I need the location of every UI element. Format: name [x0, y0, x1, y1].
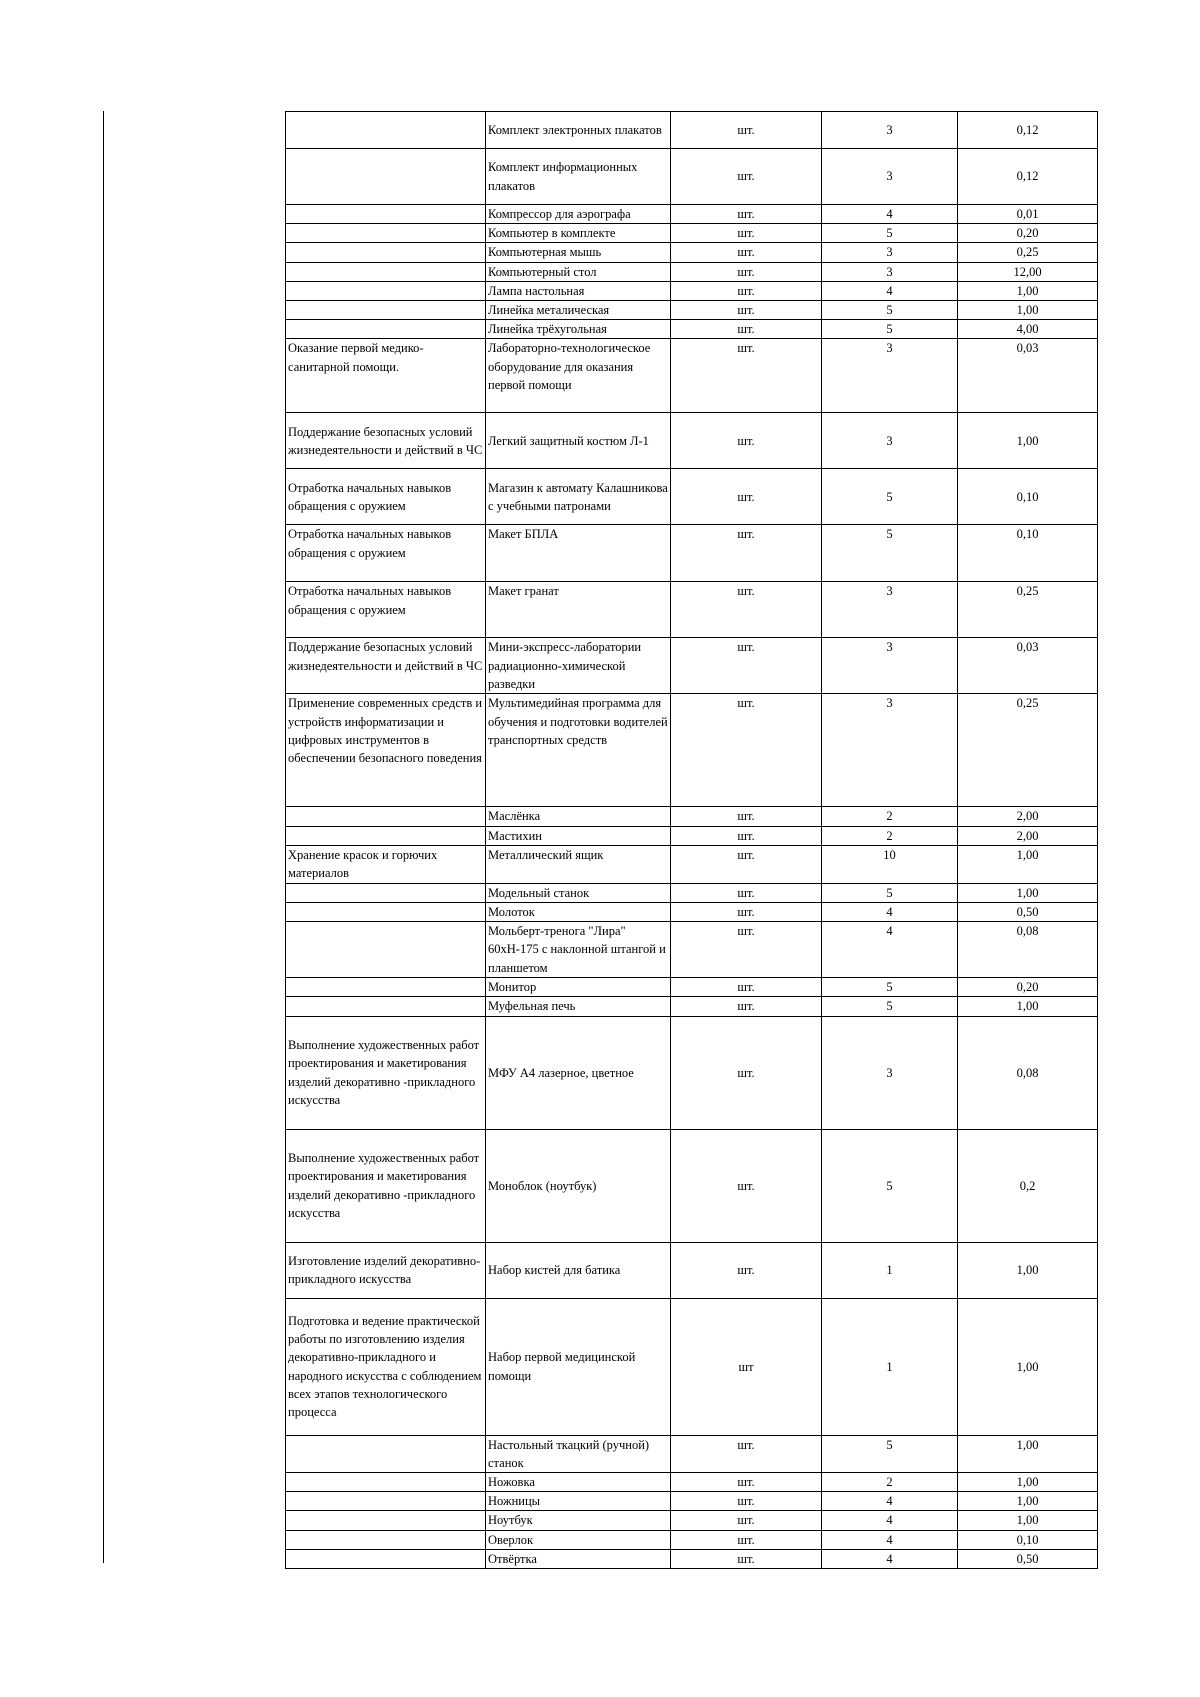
unit-cell: шт.	[671, 525, 822, 582]
unit-cell: шт.	[671, 1511, 822, 1530]
norm-cell: 1,00	[958, 1435, 1098, 1472]
table-row	[286, 883, 1098, 902]
equipment-name-cell: Ноутбук	[486, 1511, 671, 1530]
left-margin-line	[103, 111, 104, 1563]
norm-cell: 0,08	[958, 922, 1098, 978]
table-row	[286, 903, 1098, 922]
table-row	[286, 1492, 1098, 1511]
quantity-cell: 3	[822, 1016, 958, 1129]
norm-cell: 1,00	[958, 1511, 1098, 1530]
norm-cell: 0,25	[958, 243, 1098, 262]
table-row	[286, 205, 1098, 224]
activity-cell	[286, 826, 486, 845]
activity-cell	[286, 1492, 486, 1511]
quantity-cell: 10	[822, 845, 958, 883]
unit-cell: шт.	[671, 826, 822, 845]
unit-cell: шт.	[671, 469, 822, 525]
unit-cell: шт.	[671, 1530, 822, 1549]
norm-cell: 1,00	[958, 883, 1098, 902]
unit-cell: шт.	[671, 149, 822, 205]
quantity-cell: 5	[822, 301, 958, 320]
norm-cell: 0,12	[958, 149, 1098, 205]
quantity-cell: 5	[822, 978, 958, 997]
activity-cell	[286, 922, 486, 978]
equipment-table-body	[286, 112, 1098, 1569]
equipment-name-cell: Компьютерный стол	[486, 262, 671, 281]
equipment-name-cell: Мольберт-тренога "Лира" 60хН-175 с наклонной штангой и планшетом	[486, 922, 671, 978]
unit-cell: шт.	[671, 1492, 822, 1511]
activity-cell	[286, 1530, 486, 1549]
activity-cell	[286, 262, 486, 281]
activity-cell	[286, 205, 486, 224]
equipment-name-cell: Мастихин	[486, 826, 671, 845]
equipment-name-cell: Макет БПЛА	[486, 525, 671, 582]
quantity-cell: 3	[822, 694, 958, 807]
table-row	[286, 149, 1098, 205]
norm-cell: 0,01	[958, 205, 1098, 224]
table-row	[286, 638, 1098, 694]
unit-cell: шт.	[671, 845, 822, 883]
quantity-cell: 3	[822, 638, 958, 694]
unit-cell: шт.	[671, 638, 822, 694]
norm-cell: 1,00	[958, 997, 1098, 1016]
norm-cell: 1,00	[958, 281, 1098, 300]
table-row	[286, 413, 1098, 469]
table-row	[286, 1435, 1098, 1472]
quantity-cell: 2	[822, 1473, 958, 1492]
unit-cell: шт.	[671, 922, 822, 978]
norm-cell: 1,00	[958, 1473, 1098, 1492]
table-row	[286, 997, 1098, 1016]
unit-cell: шт.	[671, 262, 822, 281]
activity-cell: Оказание первой медико-санитарной помощи.	[286, 339, 486, 413]
table-row	[286, 224, 1098, 243]
equipment-name-cell: МФУ А4 лазерное, цветное	[486, 1016, 671, 1129]
equipment-name-cell: Комплект электронных плакатов	[486, 112, 671, 149]
activity-cell	[286, 807, 486, 826]
equipment-name-cell: Металлический ящик	[486, 845, 671, 883]
activity-cell: Отработка начальных навыков обращения с оружием	[286, 525, 486, 582]
table-row	[286, 1549, 1098, 1568]
table-row	[286, 1242, 1098, 1298]
table-row	[286, 469, 1098, 525]
table-row	[286, 1016, 1098, 1129]
norm-cell: 1,00	[958, 1242, 1098, 1298]
unit-cell: шт.	[671, 1473, 822, 1492]
unit-cell: шт.	[671, 112, 822, 149]
norm-cell: 0,50	[958, 903, 1098, 922]
unit-cell: шт.	[671, 281, 822, 300]
norm-cell: 2,00	[958, 826, 1098, 845]
norm-cell: 0,10	[958, 525, 1098, 582]
norm-cell: 0,20	[958, 978, 1098, 997]
activity-cell	[286, 978, 486, 997]
equipment-table	[285, 111, 1098, 1569]
norm-cell: 0,25	[958, 582, 1098, 638]
activity-cell	[286, 1549, 486, 1568]
quantity-cell: 4	[822, 1492, 958, 1511]
table-row	[286, 243, 1098, 262]
activity-cell	[286, 1511, 486, 1530]
norm-cell: 0,20	[958, 224, 1098, 243]
activity-cell	[286, 883, 486, 902]
table-row	[286, 826, 1098, 845]
quantity-cell: 5	[822, 224, 958, 243]
table-row	[286, 525, 1098, 582]
activity-cell	[286, 320, 486, 339]
quantity-cell: 5	[822, 525, 958, 582]
table-row	[286, 582, 1098, 638]
unit-cell: шт.	[671, 1242, 822, 1298]
norm-cell: 0,03	[958, 339, 1098, 413]
equipment-name-cell: Молоток	[486, 903, 671, 922]
quantity-cell: 4	[822, 1549, 958, 1568]
activity-cell	[286, 1435, 486, 1472]
activity-cell: Изготовление изделий декоративно-прикладного искусства	[286, 1242, 486, 1298]
norm-cell: 0,12	[958, 112, 1098, 149]
quantity-cell: 4	[822, 922, 958, 978]
table-row	[286, 694, 1098, 807]
equipment-name-cell: Компьютерная мышь	[486, 243, 671, 262]
quantity-cell: 3	[822, 582, 958, 638]
equipment-name-cell: Набор кистей для батика	[486, 1242, 671, 1298]
equipment-name-cell: Ножницы	[486, 1492, 671, 1511]
table-row	[286, 339, 1098, 413]
equipment-name-cell: Макет гранат	[486, 582, 671, 638]
unit-cell: шт.	[671, 903, 822, 922]
quantity-cell: 1	[822, 1242, 958, 1298]
quantity-cell: 3	[822, 413, 958, 469]
norm-cell: 0,50	[958, 1549, 1098, 1568]
activity-cell	[286, 149, 486, 205]
equipment-name-cell: Муфельная печь	[486, 997, 671, 1016]
norm-cell: 4,00	[958, 320, 1098, 339]
norm-cell: 1,00	[958, 301, 1098, 320]
table-row	[286, 1473, 1098, 1492]
unit-cell: шт.	[671, 224, 822, 243]
unit-cell: шт.	[671, 1549, 822, 1568]
activity-cell	[286, 1473, 486, 1492]
quantity-cell: 3	[822, 243, 958, 262]
equipment-name-cell: Моноблок (ноутбук)	[486, 1129, 671, 1242]
unit-cell: шт.	[671, 1129, 822, 1242]
quantity-cell: 3	[822, 149, 958, 205]
norm-cell: 1,00	[958, 845, 1098, 883]
activity-cell: Подготовка и ведение практической работы по изготовлению изделия декоративно-прикладного и народного искусства с соблюдением всех этапов технологического процесса	[286, 1298, 486, 1435]
table-row	[286, 807, 1098, 826]
table-row	[286, 320, 1098, 339]
unit-cell: шт.	[671, 807, 822, 826]
quantity-cell: 3	[822, 339, 958, 413]
activity-cell	[286, 281, 486, 300]
quantity-cell: 5	[822, 1435, 958, 1472]
table-row	[286, 301, 1098, 320]
norm-cell: 2,00	[958, 807, 1098, 826]
activity-cell	[286, 301, 486, 320]
quantity-cell: 4	[822, 903, 958, 922]
quantity-cell: 5	[822, 997, 958, 1016]
unit-cell: шт.	[671, 320, 822, 339]
unit-cell: шт	[671, 1298, 822, 1435]
unit-cell: шт.	[671, 413, 822, 469]
unit-cell: шт.	[671, 997, 822, 1016]
norm-cell: 1,00	[958, 413, 1098, 469]
equipment-name-cell: Лампа настольная	[486, 281, 671, 300]
unit-cell: шт.	[671, 1016, 822, 1129]
activity-cell	[286, 112, 486, 149]
unit-cell: шт.	[671, 339, 822, 413]
table-row	[286, 1511, 1098, 1530]
unit-cell: шт.	[671, 978, 822, 997]
norm-cell: 12,00	[958, 262, 1098, 281]
equipment-name-cell: Лабораторно-технологическое оборудование для оказания первой помощи	[486, 339, 671, 413]
unit-cell: шт.	[671, 694, 822, 807]
table-row	[286, 978, 1098, 997]
norm-cell: 0,25	[958, 694, 1098, 807]
unit-cell: шт.	[671, 1435, 822, 1472]
unit-cell: шт.	[671, 205, 822, 224]
table-row	[286, 922, 1098, 978]
norm-cell: 0,03	[958, 638, 1098, 694]
unit-cell: шт.	[671, 883, 822, 902]
norm-cell: 1,00	[958, 1492, 1098, 1511]
activity-cell	[286, 224, 486, 243]
equipment-name-cell: Компьютер в комплекте	[486, 224, 671, 243]
quantity-cell: 4	[822, 1530, 958, 1549]
activity-cell	[286, 997, 486, 1016]
equipment-name-cell: Ножовка	[486, 1473, 671, 1492]
activity-cell: Поддержание безопасных условий жизнедеятельности и действий в ЧС	[286, 638, 486, 694]
quantity-cell: 1	[822, 1298, 958, 1435]
table-row	[286, 112, 1098, 149]
quantity-cell: 4	[822, 1511, 958, 1530]
table-row	[286, 1298, 1098, 1435]
equipment-name-cell: Линейка трёхугольная	[486, 320, 671, 339]
equipment-name-cell: Компрессор для аэрографа	[486, 205, 671, 224]
norm-cell: 0,10	[958, 1530, 1098, 1549]
activity-cell	[286, 903, 486, 922]
quantity-cell: 5	[822, 1129, 958, 1242]
equipment-name-cell: Оверлок	[486, 1530, 671, 1549]
equipment-name-cell: Магазин к автомату Калашникова с учебными патронами	[486, 469, 671, 525]
quantity-cell: 5	[822, 469, 958, 525]
quantity-cell: 3	[822, 112, 958, 149]
equipment-name-cell: Модельный станок	[486, 883, 671, 902]
activity-cell: Поддержание безопасных условий жизнедеятельности и действий в ЧС	[286, 413, 486, 469]
equipment-name-cell: Отвёртка	[486, 1549, 671, 1568]
equipment-name-cell: Монитор	[486, 978, 671, 997]
equipment-name-cell: Мультимедийная программа для обучения и подготовки водителей транспортных средств	[486, 694, 671, 807]
unit-cell: шт.	[671, 243, 822, 262]
equipment-name-cell: Легкий защитный костюм Л-1	[486, 413, 671, 469]
table-row	[286, 845, 1098, 883]
activity-cell: Хранение красок и горючих материалов	[286, 845, 486, 883]
norm-cell: 0,08	[958, 1016, 1098, 1129]
activity-cell: Применение современных средств и устройств информатизации и цифровых инструментов в обеспечении безопасного поведения	[286, 694, 486, 807]
equipment-name-cell: Набор первой медицинской помощи	[486, 1298, 671, 1435]
unit-cell: шт.	[671, 582, 822, 638]
table-row	[286, 1530, 1098, 1549]
quantity-cell: 2	[822, 826, 958, 845]
norm-cell: 0,2	[958, 1129, 1098, 1242]
table-row	[286, 262, 1098, 281]
table-row	[286, 1129, 1098, 1242]
activity-cell: Отработка начальных навыков обращения с оружием	[286, 469, 486, 525]
quantity-cell: 4	[822, 205, 958, 224]
quantity-cell: 4	[822, 281, 958, 300]
activity-cell: Отработка начальных навыков обращения с оружием	[286, 582, 486, 638]
norm-cell: 0,10	[958, 469, 1098, 525]
quantity-cell: 3	[822, 262, 958, 281]
norm-cell: 1,00	[958, 1298, 1098, 1435]
table-row	[286, 281, 1098, 300]
unit-cell: шт.	[671, 301, 822, 320]
equipment-name-cell: Комплект информационных плакатов	[486, 149, 671, 205]
quantity-cell: 2	[822, 807, 958, 826]
quantity-cell: 5	[822, 883, 958, 902]
equipment-name-cell: Мини-экспресс-лаборатории радиационно-химической разведки	[486, 638, 671, 694]
equipment-name-cell: Настольный ткацкий (ручной) станок	[486, 1435, 671, 1472]
activity-cell	[286, 243, 486, 262]
quantity-cell: 5	[822, 320, 958, 339]
activity-cell: Выполнение художественных работ проектирования и макетирования изделий декоративно -прикладного искусства	[286, 1016, 486, 1129]
equipment-name-cell: Маслёнка	[486, 807, 671, 826]
equipment-name-cell: Линейка металическая	[486, 301, 671, 320]
activity-cell: Выполнение художественных работ проектирования и макетирования изделий декоративно -прикладного искусства	[286, 1129, 486, 1242]
